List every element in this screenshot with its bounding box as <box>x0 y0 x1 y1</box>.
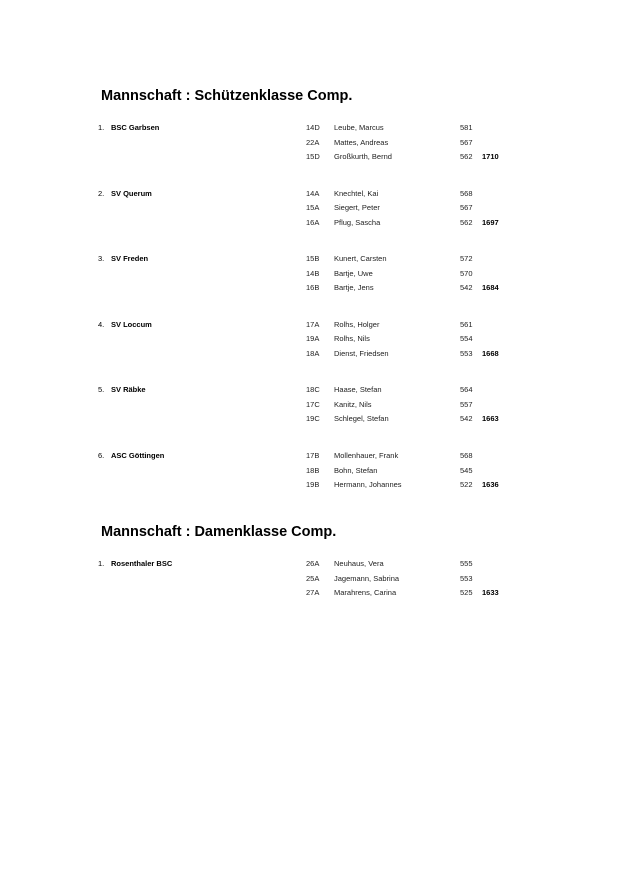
team-rank: 5. <box>98 385 105 395</box>
start-number: 14B <box>306 268 320 278</box>
start-number: 18C <box>306 385 320 395</box>
team-block <box>0 123 620 163</box>
shooter-score: 568 <box>460 188 473 198</box>
section-title: Mannschaft : Damenklasse Comp. <box>101 524 337 540</box>
shooter-name: Leube, Marcus <box>334 123 384 132</box>
start-number: 14D <box>306 123 320 132</box>
team-rank: 2. <box>98 188 105 198</box>
shooter-row <box>0 334 620 346</box>
shooter-name: Haase, Stefan <box>334 385 382 395</box>
shooter-row <box>0 123 620 135</box>
shooter-score: 557 <box>460 399 473 409</box>
shooter-score: 522 <box>460 480 473 489</box>
team-total: 1697 <box>482 217 499 227</box>
team-block <box>0 254 620 294</box>
start-number: 19B <box>306 480 320 489</box>
shooter-name: Mattes, Andreas <box>334 137 389 147</box>
team-block <box>0 320 620 360</box>
shooter-score: 570 <box>460 268 473 278</box>
start-number: 19C <box>306 414 320 424</box>
start-number: 14A <box>306 188 320 198</box>
shooter-name: Rolhs, Nils <box>334 334 370 344</box>
team-total: 1636 <box>482 480 499 489</box>
shooter-row <box>0 320 620 332</box>
start-number: 18B <box>306 465 320 475</box>
shooter-name: Kanitz, Nils <box>334 399 372 409</box>
shooter-score: 562 <box>460 217 473 227</box>
shooter-score: 562 <box>460 152 473 161</box>
start-number: 15B <box>306 254 320 264</box>
shooter-name: Dienst, Friedsen <box>334 348 389 358</box>
shooter-row <box>0 480 620 492</box>
shooter-row <box>0 400 620 412</box>
team-block <box>0 451 620 491</box>
team-rank: 1. <box>98 559 105 568</box>
start-number: 17C <box>306 399 320 409</box>
team-total: 1668 <box>482 348 499 358</box>
shooter-name: Bartje, Uwe <box>334 268 373 278</box>
shooter-name: Großkurth, Bernd <box>334 152 392 161</box>
shooter-name: Kunert, Carsten <box>334 254 387 264</box>
shooter-name: Schlegel, Stefan <box>334 414 389 424</box>
team-name: SV Räbke <box>111 385 146 395</box>
shooter-score: 545 <box>460 465 473 475</box>
shooter-row <box>0 269 620 281</box>
shooter-name: Siegert, Peter <box>334 203 380 213</box>
team-name: Rosenthaler BSC <box>111 559 173 568</box>
shooter-name: Neuhaus, Vera <box>334 559 384 568</box>
shooter-score: 567 <box>460 137 473 147</box>
shooter-score: 525 <box>460 588 473 597</box>
shooter-row <box>0 385 620 397</box>
team-block <box>0 559 620 599</box>
shooter-row <box>0 138 620 150</box>
team-block <box>0 189 620 229</box>
team-name: SV Loccum <box>111 319 152 329</box>
shooter-name: Jagemann, Sabrina <box>334 573 400 583</box>
team-rank: 3. <box>98 254 105 264</box>
shooter-score: 568 <box>460 451 473 460</box>
shooter-row <box>0 559 620 571</box>
team-rank: 6. <box>98 451 105 460</box>
start-number: 15D <box>306 152 320 161</box>
shooter-name: Mollenhauer, Frank <box>334 451 399 460</box>
shooter-score: 542 <box>460 283 473 293</box>
team-name: BSC Garbsen <box>111 123 160 132</box>
start-number: 16B <box>306 283 320 293</box>
shooter-row <box>0 189 620 201</box>
start-number: 17B <box>306 451 320 460</box>
shooter-score: 542 <box>460 414 473 424</box>
shooter-name: Marahrens, Carina <box>334 588 397 597</box>
shooter-score: 572 <box>460 254 473 264</box>
team-name: SV Querum <box>111 188 152 198</box>
section-title: Mannschaft : Schützenklasse Comp. <box>101 88 353 104</box>
shooter-row <box>0 283 620 295</box>
start-number: 26A <box>306 559 320 568</box>
start-number: 27A <box>306 588 320 597</box>
shooter-score: 581 <box>460 123 473 132</box>
start-number: 16A <box>306 217 320 227</box>
team-block <box>0 385 620 425</box>
shooter-row <box>0 349 620 361</box>
start-number: 22A <box>306 137 320 147</box>
shooter-score: 553 <box>460 573 473 583</box>
team-name: SV Freden <box>111 254 149 264</box>
shooter-name: Pflug, Sascha <box>334 217 381 227</box>
shooter-row <box>0 218 620 230</box>
team-name: ASC Göttingen <box>111 451 165 460</box>
shooter-score: 567 <box>460 203 473 213</box>
shooter-score: 554 <box>460 334 473 344</box>
team-total: 1633 <box>482 588 499 597</box>
team-rank: 1. <box>98 123 105 132</box>
shooter-row <box>0 414 620 426</box>
team-total: 1710 <box>482 152 499 161</box>
shooter-row <box>0 203 620 215</box>
team-total: 1684 <box>482 283 499 293</box>
shooter-name: Rolhs, Holger <box>334 319 380 329</box>
shooter-score: 564 <box>460 385 473 395</box>
shooter-row <box>0 574 620 586</box>
start-number: 19A <box>306 334 320 344</box>
shooter-row <box>0 152 620 164</box>
shooter-score: 553 <box>460 348 473 358</box>
shooter-name: Bartje, Jens <box>334 283 374 293</box>
start-number: 25A <box>306 573 320 583</box>
start-number: 18A <box>306 348 320 358</box>
shooter-row <box>0 466 620 478</box>
shooter-name: Hermann, Johannes <box>334 480 402 489</box>
shooter-row <box>0 588 620 600</box>
start-number: 15A <box>306 203 320 213</box>
shooter-row <box>0 451 620 463</box>
start-number: 17A <box>306 319 320 329</box>
team-rank: 4. <box>98 319 105 329</box>
shooter-name: Bohn, Stefan <box>334 465 378 475</box>
shooter-name: Knechtel, Kai <box>334 188 379 198</box>
shooter-row <box>0 254 620 266</box>
shooter-score: 561 <box>460 319 473 329</box>
team-total: 1663 <box>482 414 499 424</box>
shooter-score: 555 <box>460 559 473 568</box>
